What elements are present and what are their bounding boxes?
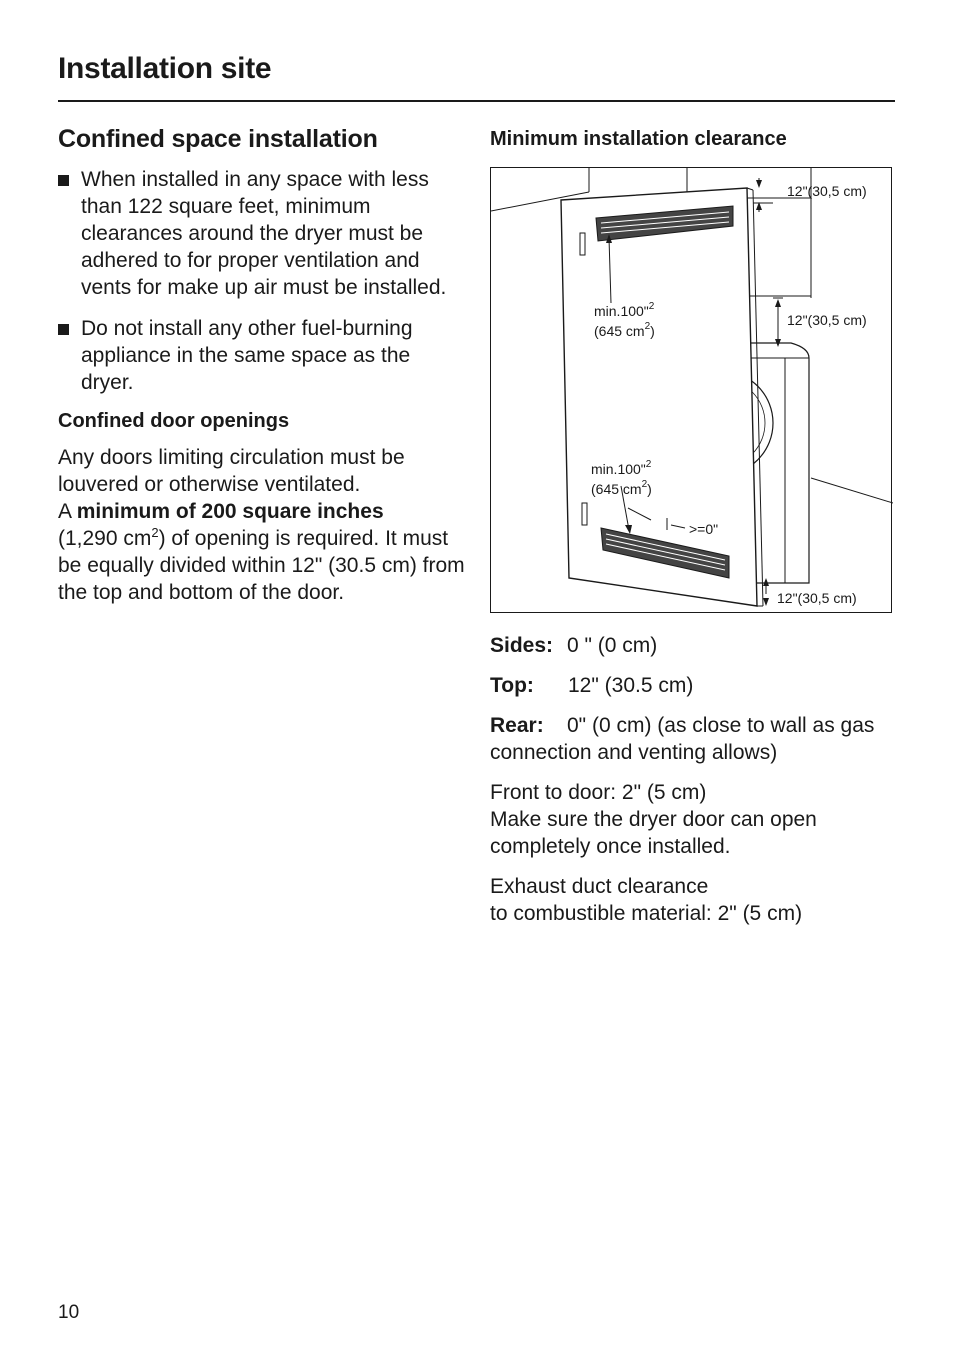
rear-value: 0" (0 cm) (as close to wall as gas connection and venting allows) — [490, 714, 875, 764]
front-line-1: Front to door: 2" (5 cm) — [490, 781, 707, 804]
door-openings-heading: Confined door openings — [58, 410, 290, 432]
top-vent-value: min.100" — [594, 303, 649, 319]
bullet-text: When installed in any space with less than 122 square feet, minimum clearances around the dryer must be adhered to for proper ventilation and vents for make up air must be installed. — [81, 168, 447, 299]
area-superscript: 2 — [151, 525, 159, 540]
area-rest: ) of opening is required. It must be equally divided within 12" (30.5 cm) from the top and bottom of the door. — [58, 527, 465, 604]
bottom-vent-value: min.100" — [591, 461, 646, 477]
door-text: Any doors limiting circulation must be louvered or otherwise ventilated. — [58, 446, 405, 496]
bottom-vent-sup: 2 — [645, 459, 652, 470]
clearance-heading: Minimum installation clearance — [490, 128, 787, 150]
top-gap-label: 12"(30,5 cm) — [787, 183, 867, 199]
rear-label: Rear: — [490, 714, 544, 737]
bullet-text: Do not install any other fuel-burning appliance in the same space as the dryer. — [81, 317, 413, 394]
front-line-2: Make sure the dryer door can open completely once installed. — [490, 808, 817, 858]
square-bullet-icon — [58, 175, 69, 186]
bottom-vent-metric-close: ) — [647, 481, 652, 497]
exhaust-line-1: Exhaust duct clearance — [490, 875, 709, 898]
sides-value: 0 " (0 cm) — [567, 634, 658, 657]
bottom-vent-metric: (645 cm — [591, 481, 642, 497]
left-column — [58, 125, 468, 606]
right-column — [490, 128, 896, 940]
rear-spec — [490, 712, 896, 766]
exhaust-spec — [490, 873, 896, 927]
door-paragraph — [58, 444, 468, 606]
minimum-bold-text: minimum of 200 square inches — [76, 500, 384, 523]
top-vent-metric-close: ) — [650, 323, 655, 339]
cabinet-gap-label: 12"(30,5 cm) — [787, 312, 867, 328]
page-title: Installation site — [58, 52, 272, 85]
exhaust-line-2: to combustible material: 2" (5 cm) — [490, 902, 803, 925]
side-gap-label: >=0" — [689, 521, 719, 537]
front-spec — [490, 779, 896, 860]
square-bullet-icon — [58, 324, 69, 335]
top-vent-sup: 2 — [648, 301, 655, 312]
top-vent-metric-sup: 2 — [644, 321, 651, 332]
list-item — [58, 166, 468, 301]
area-open: (1,290 cm — [58, 527, 152, 550]
clearance-diagram — [490, 167, 892, 613]
top-value: 12" (30.5 cm) — [568, 674, 694, 697]
page-number: 10 — [58, 1302, 80, 1323]
top-label: Top: — [490, 674, 534, 697]
minimum-prefix: A — [58, 500, 77, 523]
top-vent-metric: (645 cm — [594, 323, 645, 339]
requirements-list — [58, 166, 468, 396]
bottom-gap-label: 12"(30,5 cm) — [777, 590, 857, 606]
list-item — [58, 315, 468, 396]
bottom-vent-metric-sup: 2 — [641, 479, 648, 490]
sides-label: Sides: — [490, 634, 554, 657]
top-vent-area-label — [594, 301, 655, 319]
top-spec — [490, 672, 896, 699]
bottom-vent-area-label — [591, 459, 652, 477]
sides-spec — [490, 632, 896, 659]
title-divider — [58, 100, 895, 102]
clearance-illustration — [491, 168, 893, 614]
confined-space-heading: Confined space installation — [58, 125, 378, 153]
